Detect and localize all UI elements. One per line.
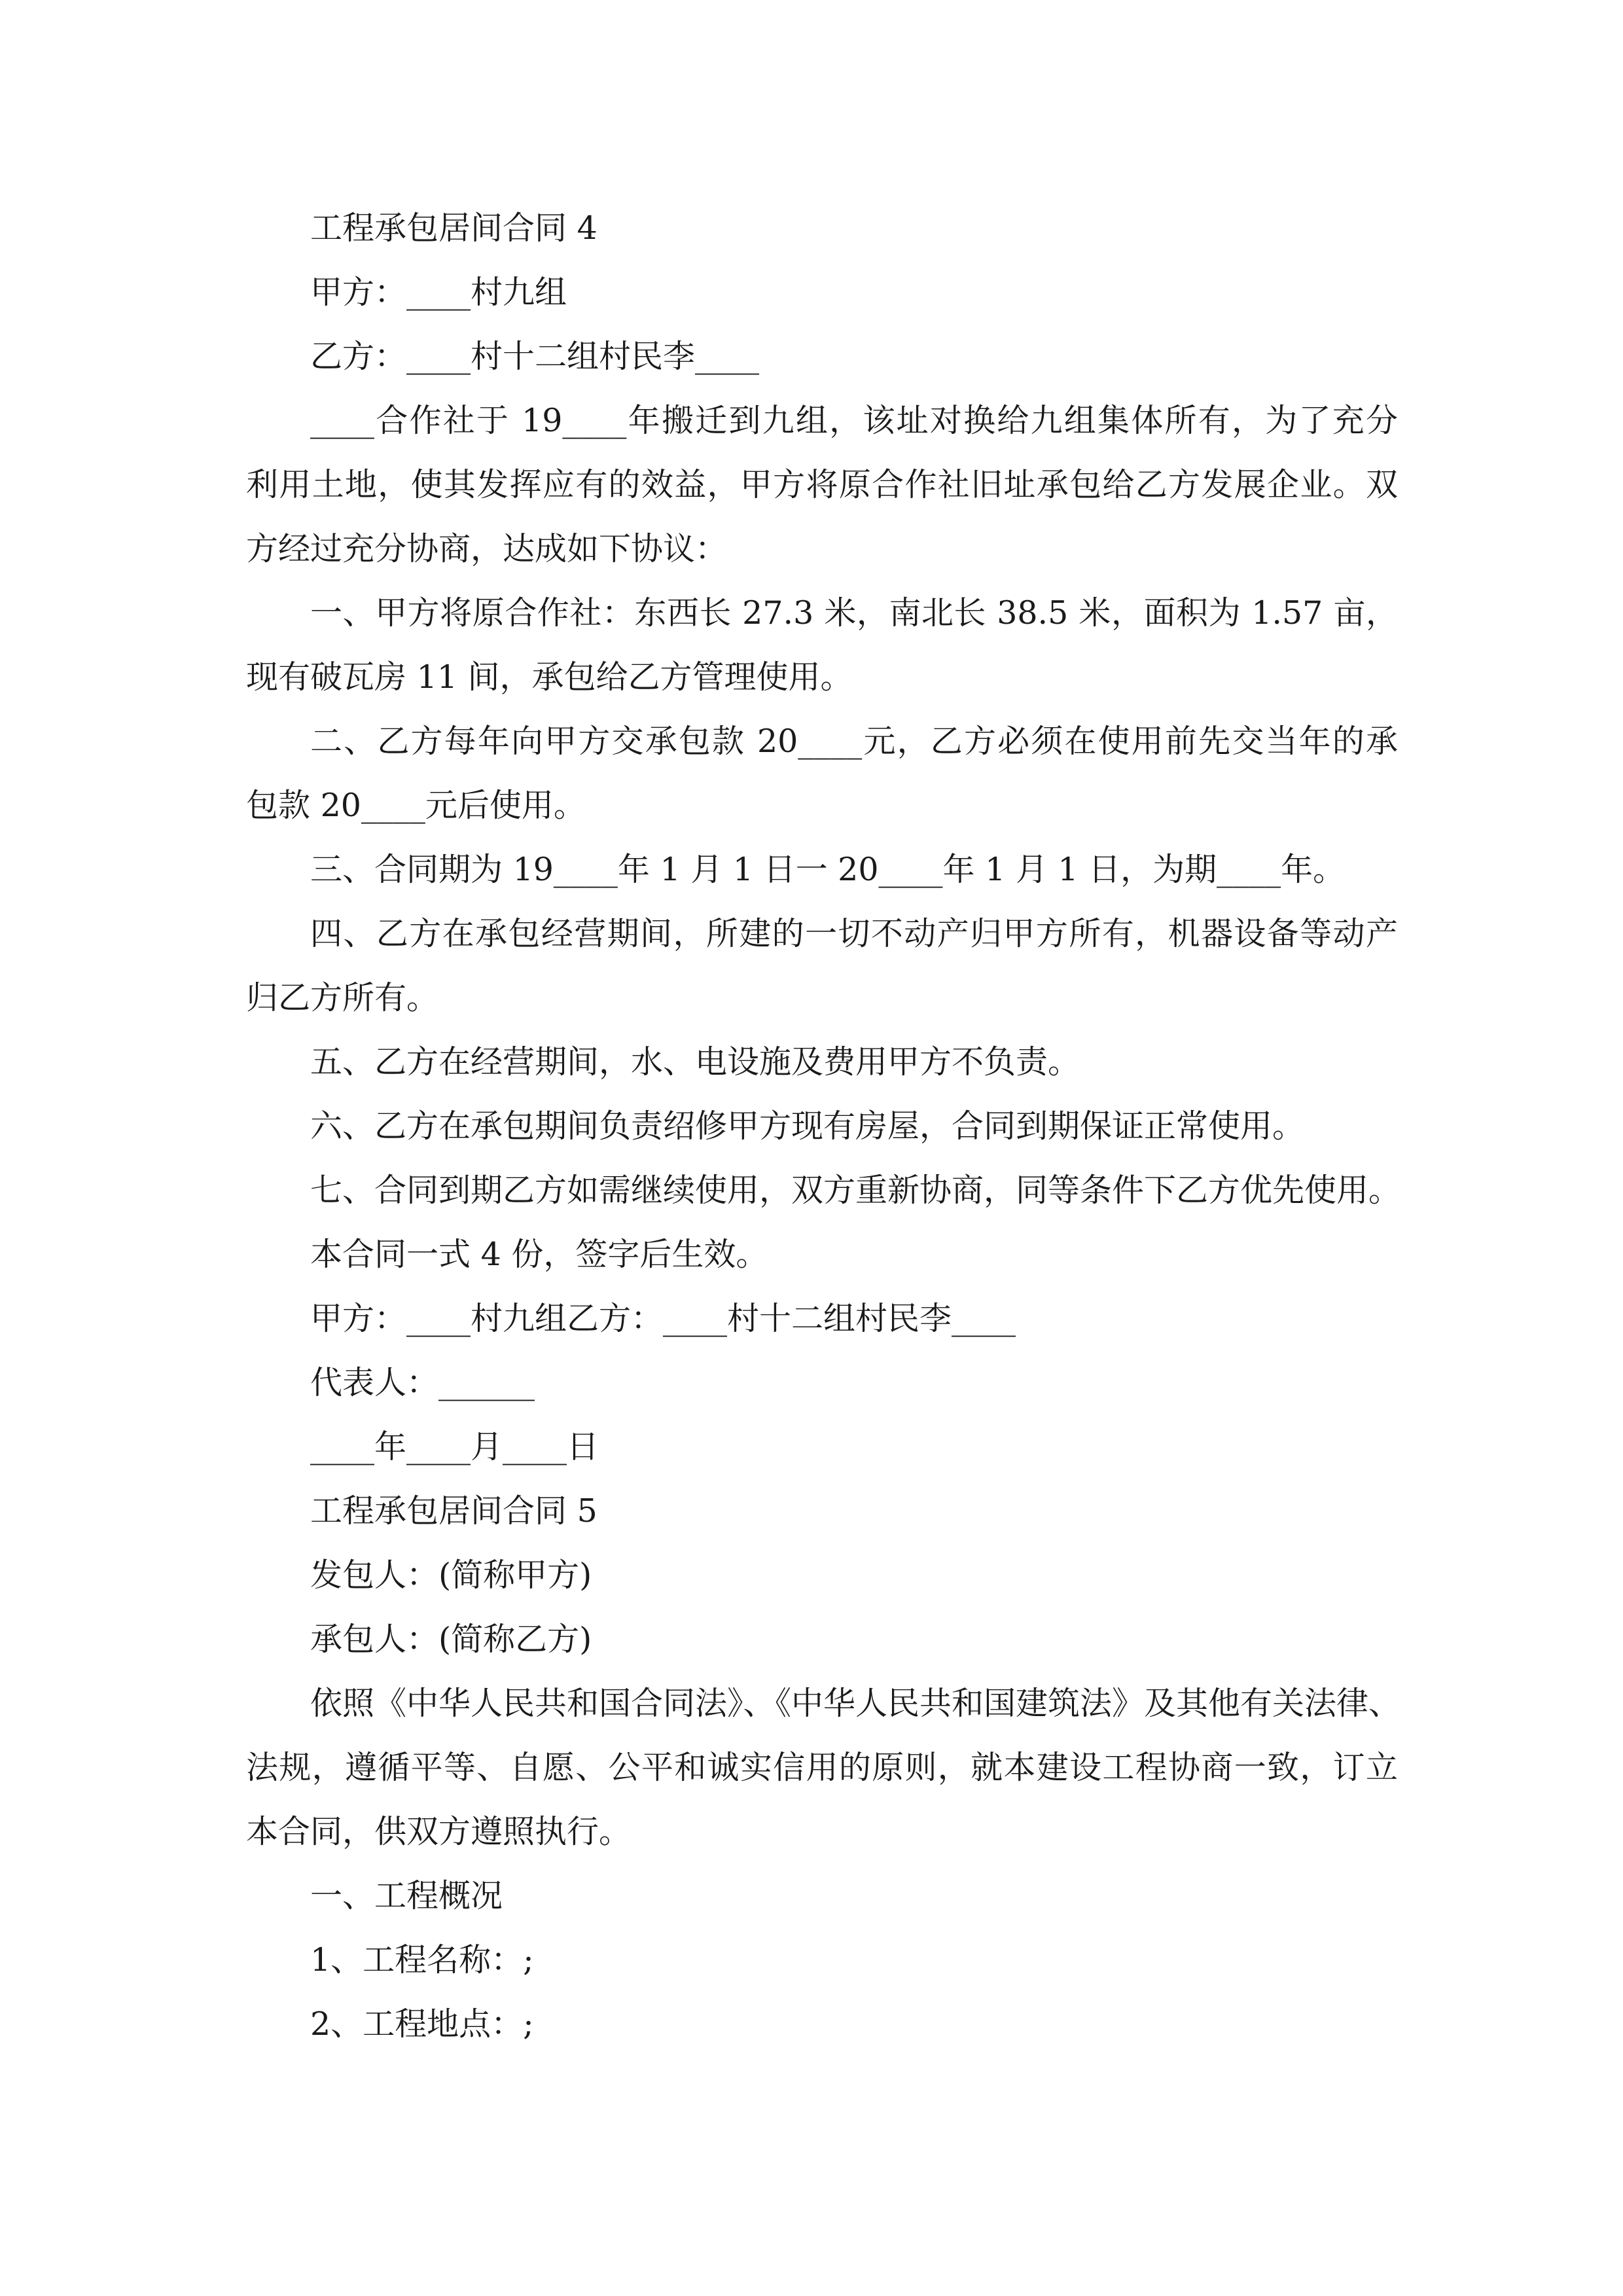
project-location-line: 2、工程地点：; [310, 2005, 534, 2043]
clause-5: 五、乙方在经营期间，水、电设施及费用甲方不负责。 [310, 1043, 1080, 1081]
copies-note: 本合同一式 4 份，签字后生效。 [310, 1236, 768, 1273]
preamble-line-3: 方经过充分协商，达成如下协议： [246, 530, 728, 567]
contract-4-title: 工程承包居间合同 4 [310, 209, 597, 247]
preamble-line-1: ____合作社于 19____年搬迁到九组，该址对换给九组集体所有，为了充分 [310, 402, 1398, 439]
clause-7: 七、合同到期乙方如需继续使用，双方重新协商，同等条件下乙方优先使用。 [310, 1172, 1401, 1209]
clause-4-line-2: 归乙方所有。 [246, 979, 439, 1016]
signature-parties: 甲方：____村九组乙方：____村十二组村民李____ [310, 1300, 1016, 1337]
legal-basis-line-2: 法规，遵循平等、自愿、公平和诚实信用的原则，就本建设工程协商一致，订立 [246, 1749, 1398, 1786]
section-project-overview: 一、工程概况 [310, 1877, 503, 1914]
preamble-line-2: 利用土地，使其发挥应有的效益，甲方将原合作社旧址承包给乙方发展企业。双 [246, 466, 1398, 503]
employer-line: 发包人：(简称甲方) [310, 1556, 592, 1594]
party-a-line: 甲方：____村九组 [310, 274, 567, 311]
clause-2-line-2: 包款 20____元后使用。 [246, 787, 586, 824]
date-line: ____年____月____日 [310, 1428, 599, 1465]
contractor-line: 承包人：(简称乙方) [310, 1621, 592, 1658]
clause-3: 三、合同期为 19____年 1 月 1 日一 20____年 1 月 1 日，为期____年。 [310, 851, 1346, 888]
contract-5-title: 工程承包居间合同 5 [310, 1492, 597, 1530]
clause-6: 六、乙方在承包期间负责绍修甲方现有房屋，合同到期保证正常使用。 [310, 1107, 1305, 1145]
clause-1-line-2: 现有破瓦房 11 间，承包给乙方管理使用。 [246, 658, 853, 696]
clause-1-line-1: 一、甲方将原合作社：东西长 27.3 米，南北长 38.5 米，面积为 1.57 亩， [310, 594, 1398, 632]
party-b-line: 乙方：____村十二组村民李____ [310, 338, 760, 375]
legal-basis-line-1: 依照《中华人民共和国合同法》、《中华人民共和国建筑法》及其他有关法律、 [310, 1685, 1401, 1722]
project-name-line: 1、工程名称：; [310, 1941, 534, 1979]
clause-4-line-1: 四、乙方在承包经营期间，所建的一切不动产归甲方所有，机器设备等动产 [310, 915, 1398, 952]
legal-basis-line-3: 本合同，供双方遵照执行。 [246, 1813, 632, 1850]
clause-2-line-1: 二、乙方每年向甲方交承包款 20____元，乙方必须在使用前先交当年的承 [310, 723, 1398, 760]
representative-line: 代表人：______ [310, 1364, 535, 1401]
